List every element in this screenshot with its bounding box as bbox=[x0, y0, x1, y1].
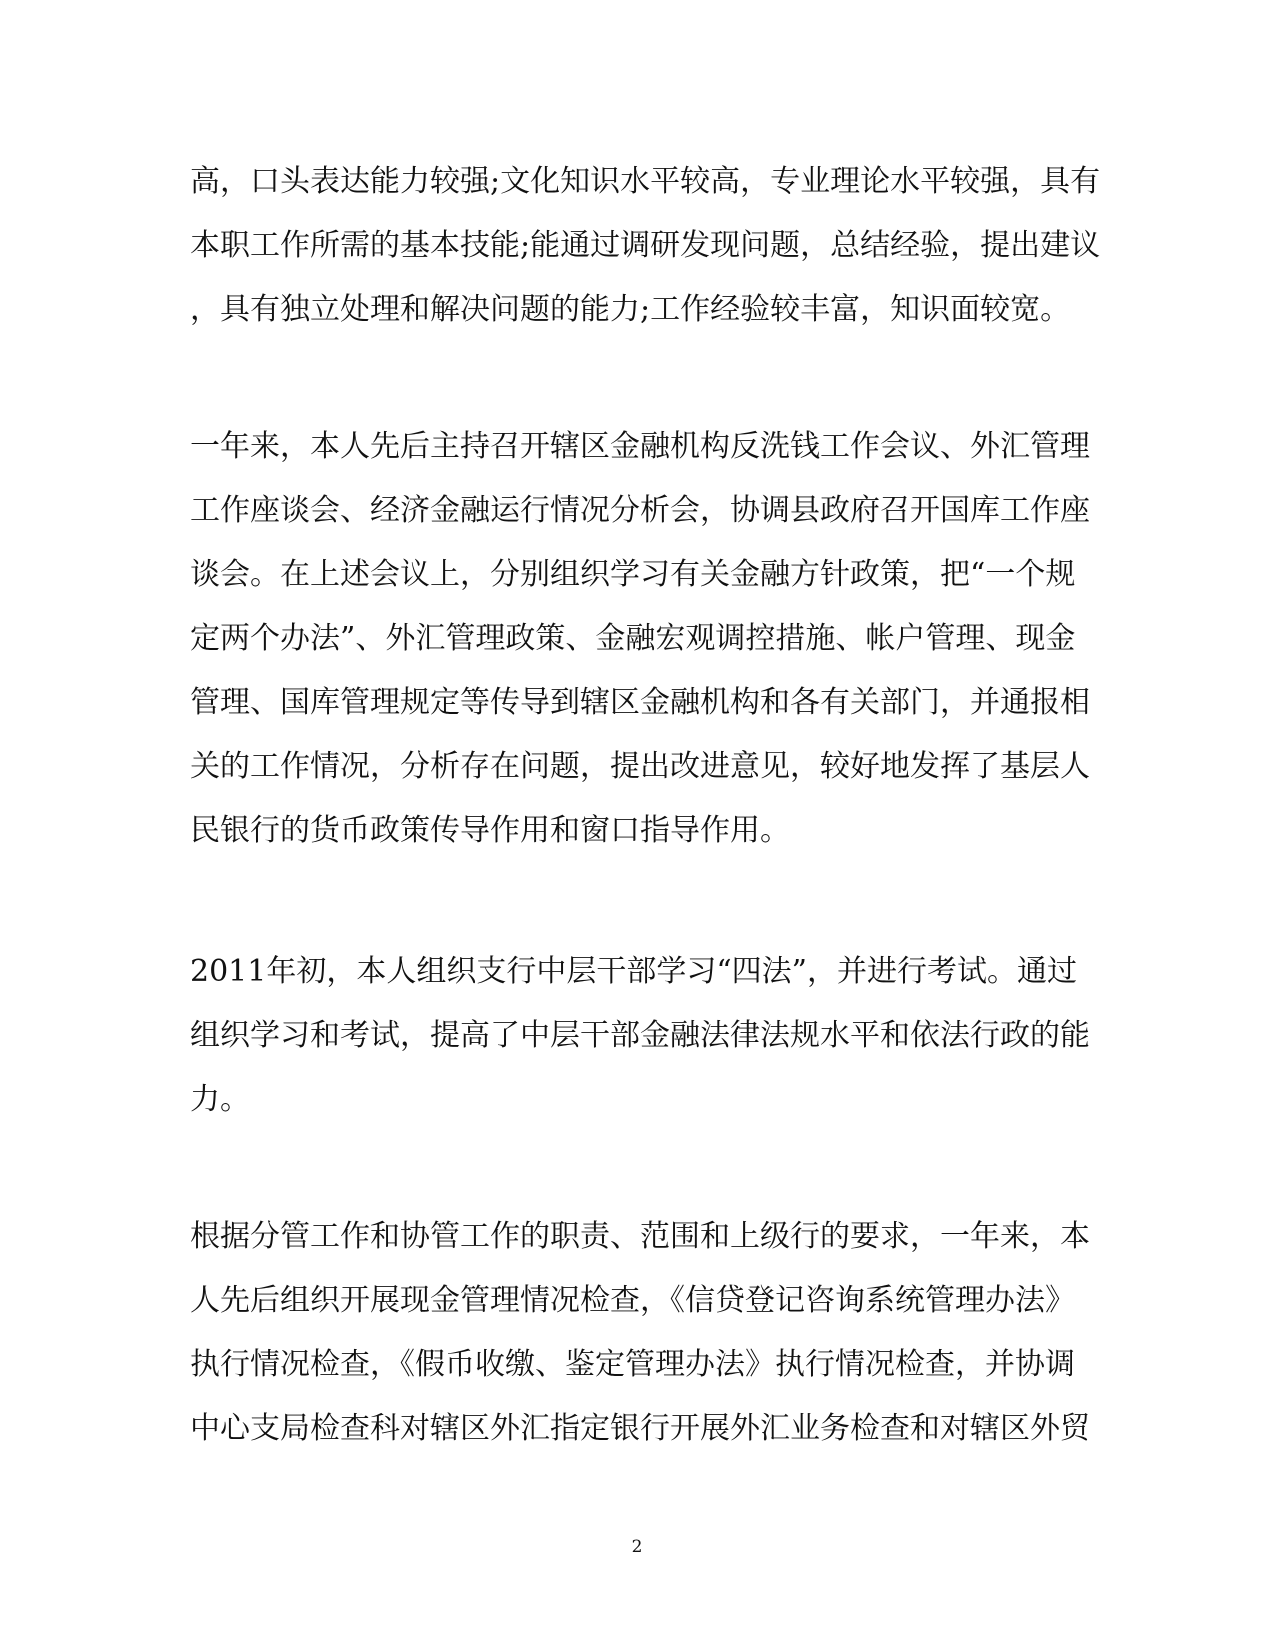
paragraph-3 bbox=[190, 940, 1090, 1132]
text-line: 定两个办法”、外汇管理政策、金融宏观调控措施、帐户管理、现金 bbox=[190, 621, 1076, 656]
text-line: 高，口头表达能力较强;文化知识水平较高，专业理论水平较强，具有 bbox=[190, 164, 1101, 199]
page-number: 2 bbox=[631, 1537, 643, 1557]
text-line: 人先后组织开展现金管理情况检查，《信贷登记咨询系统管理办法》 bbox=[190, 1283, 1075, 1318]
text-line: 根据分管工作和协管工作的职责、范围和上级行的要求，一年来，本 bbox=[190, 1219, 1090, 1254]
text-line: 谈会。在上述会议上，分别组织学习有关金融方针政策，把“一个规 bbox=[190, 557, 1076, 592]
text-line: 执行情况检查，《假币收缴、鉴定管理办法》执行情况检查，并协调 bbox=[190, 1347, 1075, 1382]
text-line: 本职工作所需的基本技能;能通过调研发现问题，总结经验，提出建议 bbox=[190, 228, 1101, 263]
text-line: 工作座谈会、经济金融运行情况分析会，协调县政府召开国库工作座 bbox=[190, 493, 1090, 528]
text-line: 一年来，本人先后主持召开辖区金融机构反洗钱工作会议、外汇管理 bbox=[190, 429, 1090, 464]
text-line: 民银行的货币政策传导作用和窗口指导作用。 bbox=[190, 813, 790, 848]
text-line: 中心支局检查科对辖区外汇指定银行开展外汇业务检查和对辖区外贸 bbox=[190, 1411, 1090, 1446]
text-line: 2011年初，本人组织支行中层干部学习“四法”，并进行考试。通过 bbox=[190, 954, 1078, 989]
text-line: ，具有独立处理和解决问题的能力;工作经验较丰富，知识面较宽。 bbox=[190, 292, 1071, 327]
text-line: 组织学习和考试，提高了中层干部金融法律法规水平和依法行政的能 bbox=[190, 1018, 1090, 1053]
text-line: 力。 bbox=[190, 1082, 250, 1117]
text-line: 关的工作情况，分析存在问题，提出改进意见，较好地发挥了基层人 bbox=[190, 749, 1090, 784]
paragraph-1 bbox=[190, 150, 1101, 342]
text-line: 管理、国库管理规定等传导到辖区金融机构和各有关部门，并通报相 bbox=[190, 685, 1090, 720]
paragraph-2 bbox=[190, 415, 1090, 863]
paragraph-4 bbox=[190, 1205, 1090, 1461]
